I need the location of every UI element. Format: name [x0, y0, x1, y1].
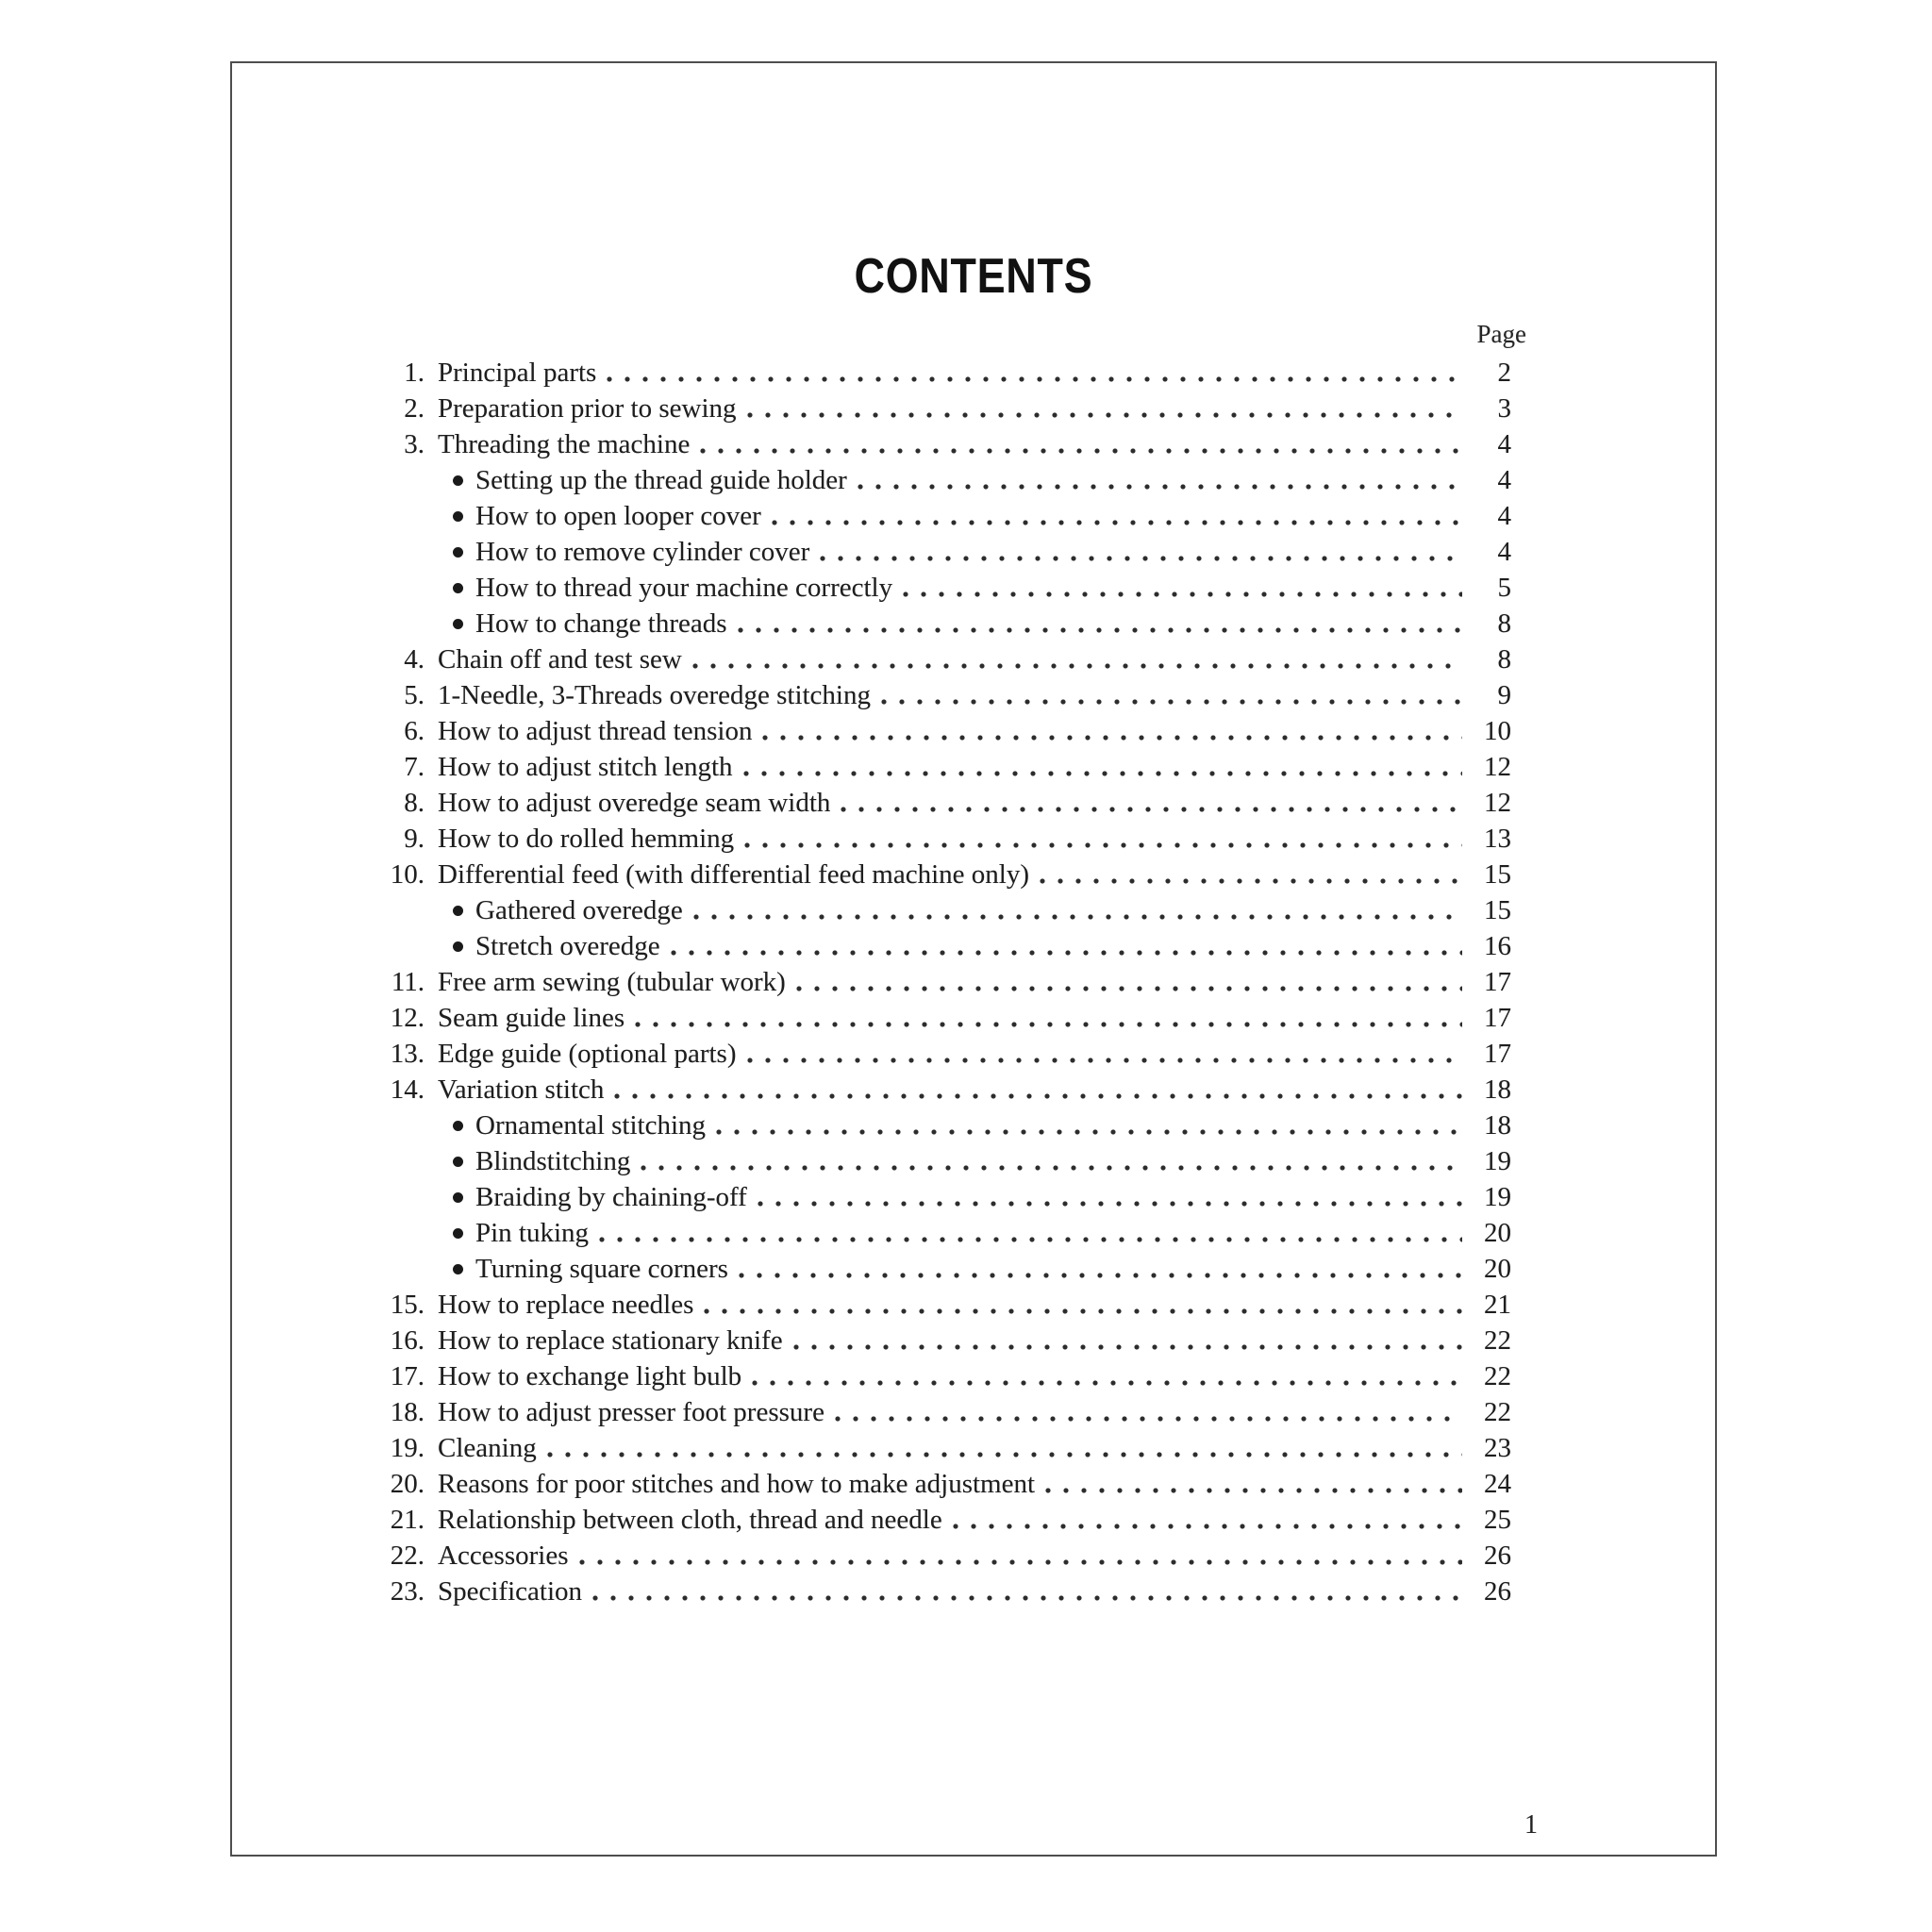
dot-leader-icon — [741, 1036, 1463, 1072]
dot-leader-icon — [601, 355, 1462, 391]
entry-page-number: 17 — [1484, 1002, 1511, 1033]
entry-page-number: 22 — [1484, 1396, 1511, 1427]
dot-leader-icon — [835, 785, 1462, 821]
entry-label: How to do rolled hemming — [438, 823, 735, 854]
entry-page-number: 26 — [1484, 1575, 1511, 1607]
entry-page-number: 22 — [1484, 1324, 1511, 1356]
entry-page-number: 9 — [1497, 679, 1511, 710]
entry-number: 8. — [404, 787, 425, 818]
entry-page-number: 15 — [1484, 858, 1511, 890]
entry-label: Blindstitching — [475, 1145, 631, 1176]
entry-number: 6. — [404, 715, 425, 746]
dot-leader-icon — [852, 462, 1462, 498]
dot-leader-icon — [947, 1502, 1462, 1538]
entry-page-number: 4 — [1497, 500, 1511, 531]
dot-leader-icon — [665, 928, 1462, 964]
entry-label: Seam guide lines — [438, 1002, 625, 1033]
bullet-icon — [453, 941, 463, 952]
entry-page-number: 24 — [1484, 1468, 1511, 1499]
entry-label: How to remove cylinder cover — [475, 536, 810, 567]
toc-entry — [360, 534, 1511, 570]
bullet-icon — [453, 1157, 463, 1167]
entry-label: Setting up the thread guide holder — [475, 464, 847, 495]
toc-entry — [360, 1251, 1511, 1287]
entry-number: 17. — [390, 1360, 425, 1391]
dot-leader-icon — [746, 1358, 1462, 1394]
dot-leader-icon — [710, 1108, 1462, 1143]
dot-leader-icon — [1040, 1466, 1462, 1502]
entry-label: How to thread your machine correctly — [475, 572, 893, 603]
toc-entry — [360, 641, 1511, 677]
bullet-icon — [453, 475, 463, 486]
entry-page-number: 18 — [1484, 1109, 1511, 1141]
toc-entry — [360, 462, 1511, 498]
entry-page-number: 4 — [1497, 536, 1511, 567]
entry-page-number: 20 — [1484, 1253, 1511, 1284]
dot-leader-icon — [766, 498, 1462, 534]
toc-entry — [360, 391, 1511, 426]
toc-entry — [360, 1179, 1511, 1215]
entry-number: 20. — [390, 1468, 425, 1499]
entry-label: How to change threads — [475, 608, 727, 639]
toc-entry — [360, 1358, 1511, 1394]
entry-label: Chain off and test sew — [438, 643, 682, 675]
entry-label: How to replace needles — [438, 1289, 694, 1320]
dot-leader-icon — [732, 606, 1462, 641]
entry-label: Braiding by chaining-off — [475, 1181, 747, 1212]
dot-leader-icon — [698, 1287, 1462, 1323]
dot-leader-icon — [694, 426, 1462, 462]
dot-leader-icon — [791, 964, 1462, 1000]
entry-page-number: 13 — [1484, 823, 1511, 854]
entry-page-number: 12 — [1484, 787, 1511, 818]
entry-number: 14. — [390, 1074, 425, 1105]
toc-entry — [360, 1287, 1511, 1323]
entry-number: 13. — [390, 1038, 425, 1069]
entry-page-number: 4 — [1497, 428, 1511, 459]
entry-page-number: 16 — [1484, 930, 1511, 961]
entry-page-number: 26 — [1484, 1540, 1511, 1571]
toc-entry — [360, 606, 1511, 641]
entry-page-number: 5 — [1497, 572, 1511, 603]
entry-number: 15. — [390, 1289, 425, 1320]
bullet-icon — [453, 547, 463, 558]
dot-leader-icon — [593, 1215, 1462, 1251]
entry-page-number: 22 — [1484, 1360, 1511, 1391]
dot-leader-icon — [635, 1143, 1462, 1179]
toc-entry — [360, 1502, 1511, 1538]
bullet-icon — [453, 1192, 463, 1203]
toc-entry — [360, 355, 1511, 391]
dot-leader-icon — [757, 713, 1462, 749]
entry-page-number: 23 — [1484, 1432, 1511, 1463]
entry-label: Threading the machine — [438, 428, 691, 459]
toc-entry — [360, 892, 1511, 928]
entry-number: 5. — [404, 679, 425, 710]
entry-number: 4. — [404, 643, 425, 675]
toc-entry — [360, 1000, 1511, 1036]
entry-label: Accessories — [438, 1540, 569, 1571]
entry-label: Cleaning — [438, 1432, 537, 1463]
bullet-icon — [453, 1121, 463, 1131]
entry-label: Principal parts — [438, 357, 597, 388]
toc-entry — [360, 677, 1511, 713]
entry-label: Ornamental stitching — [475, 1109, 707, 1141]
dot-leader-icon — [688, 892, 1462, 928]
toc-entry — [360, 785, 1511, 821]
toc-entry — [360, 1072, 1511, 1108]
entry-page-number: 8 — [1497, 643, 1511, 675]
entry-number: 22. — [390, 1540, 425, 1571]
entry-page-number: 19 — [1484, 1145, 1511, 1176]
entry-page-number: 15 — [1484, 894, 1511, 925]
entry-number: 23. — [390, 1575, 425, 1607]
dot-leader-icon — [741, 391, 1462, 426]
toc-entry — [360, 1574, 1511, 1609]
toc-entry — [360, 1143, 1511, 1179]
entry-label: How to adjust presser foot pressure — [438, 1396, 824, 1427]
toc-entry — [360, 1323, 1511, 1358]
toc-list — [360, 355, 1511, 1609]
toc-entry — [360, 1466, 1511, 1502]
entry-number: 11. — [391, 966, 425, 997]
dot-leader-icon — [739, 821, 1462, 857]
toc-entry — [360, 1036, 1511, 1072]
page-title: CONTENTS — [854, 249, 1093, 304]
entry-label: Free arm sewing (tubular work) — [438, 966, 786, 997]
page-column-header: Page — [1476, 320, 1526, 348]
dot-leader-icon — [733, 1251, 1462, 1287]
bullet-icon — [453, 511, 463, 522]
toc-entry — [360, 1394, 1511, 1430]
entry-label: How to replace stationary knife — [438, 1324, 783, 1356]
dot-leader-icon — [687, 641, 1462, 677]
toc-entry — [360, 1108, 1511, 1143]
entry-number: 19. — [390, 1432, 425, 1463]
entry-number: 9. — [404, 823, 425, 854]
entry-page-number: 20 — [1484, 1217, 1511, 1248]
entry-number: 7. — [404, 751, 425, 782]
dot-leader-icon — [587, 1574, 1462, 1609]
dot-leader-icon — [629, 1000, 1462, 1036]
bullet-icon — [453, 583, 463, 593]
entry-label: Turning square corners — [475, 1253, 728, 1284]
entry-label: Stretch overedge — [475, 930, 660, 961]
footer-page-number: 1 — [1524, 1810, 1538, 1840]
entry-number: 10. — [390, 858, 425, 890]
entry-label: Specification — [438, 1575, 583, 1607]
entry-label: Differential feed (with differential feed machine only) — [438, 858, 1029, 890]
dot-leader-icon — [752, 1179, 1462, 1215]
entry-page-number: 21 — [1484, 1289, 1511, 1320]
entry-number: 12. — [390, 1002, 425, 1033]
toc-entry — [360, 1538, 1511, 1574]
dot-leader-icon — [788, 1323, 1462, 1358]
toc-entry — [360, 1215, 1511, 1251]
entry-number: 2. — [404, 392, 425, 424]
bullet-icon — [453, 619, 463, 629]
bullet-icon — [453, 1228, 463, 1239]
entry-label: How to adjust stitch length — [438, 751, 733, 782]
entry-number: 3. — [404, 428, 425, 459]
manual-page-sheet — [230, 61, 1717, 1857]
entry-page-number: 12 — [1484, 751, 1511, 782]
entry-page-number: 25 — [1484, 1504, 1511, 1535]
dot-leader-icon — [541, 1430, 1462, 1466]
dot-leader-icon — [875, 677, 1462, 713]
entry-page-number: 10 — [1484, 715, 1511, 746]
entry-label: Gathered overedge — [475, 894, 683, 925]
toc-entry — [360, 498, 1511, 534]
dot-leader-icon — [1034, 857, 1462, 892]
entry-label: 1-Needle, 3-Threads overedge stitching — [438, 679, 871, 710]
toc-entry — [360, 857, 1511, 892]
entry-page-number: 2 — [1497, 357, 1511, 388]
toc-entry — [360, 749, 1511, 785]
dot-leader-icon — [814, 534, 1462, 570]
entry-page-number: 8 — [1497, 608, 1511, 639]
page-title-wrap — [232, 248, 1715, 305]
entry-label: Edge guide (optional parts) — [438, 1038, 737, 1069]
entry-page-number: 18 — [1484, 1074, 1511, 1105]
toc-entry — [360, 713, 1511, 749]
toc-entry — [360, 964, 1511, 1000]
entry-label: Preparation prior to sewing — [438, 392, 737, 424]
entry-number: 18. — [390, 1396, 425, 1427]
entry-page-number: 3 — [1497, 392, 1511, 424]
entry-number: 21. — [390, 1504, 425, 1535]
entry-label: How to exchange light bulb — [438, 1360, 742, 1391]
entry-page-number: 17 — [1484, 966, 1511, 997]
toc-entry — [360, 821, 1511, 857]
entry-label: Variation stitch — [438, 1074, 605, 1105]
entry-number: 1. — [404, 357, 425, 388]
bullet-icon — [453, 1264, 463, 1274]
toc-entry — [360, 1430, 1511, 1466]
dot-leader-icon — [829, 1394, 1462, 1430]
entry-page-number: 17 — [1484, 1038, 1511, 1069]
bullet-icon — [453, 906, 463, 916]
toc-entry — [360, 426, 1511, 462]
toc-entry — [360, 928, 1511, 964]
dot-leader-icon — [897, 570, 1462, 606]
entry-page-number: 19 — [1484, 1181, 1511, 1212]
entry-label: Pin tuking — [475, 1217, 590, 1248]
entry-label: Reasons for poor stitches and how to make adjustment — [438, 1468, 1036, 1499]
entry-number: 16. — [390, 1324, 425, 1356]
toc-entry — [360, 570, 1511, 606]
entry-label: How to open looper cover — [475, 500, 761, 531]
dot-leader-icon — [608, 1072, 1462, 1108]
dot-leader-icon — [738, 749, 1462, 785]
entry-label: How to adjust thread tension — [438, 715, 753, 746]
entry-page-number: 4 — [1497, 464, 1511, 495]
entry-label: How to adjust overedge seam width — [438, 787, 831, 818]
entry-label: Relationship between cloth, thread and needle — [438, 1504, 942, 1535]
dot-leader-icon — [574, 1538, 1462, 1574]
